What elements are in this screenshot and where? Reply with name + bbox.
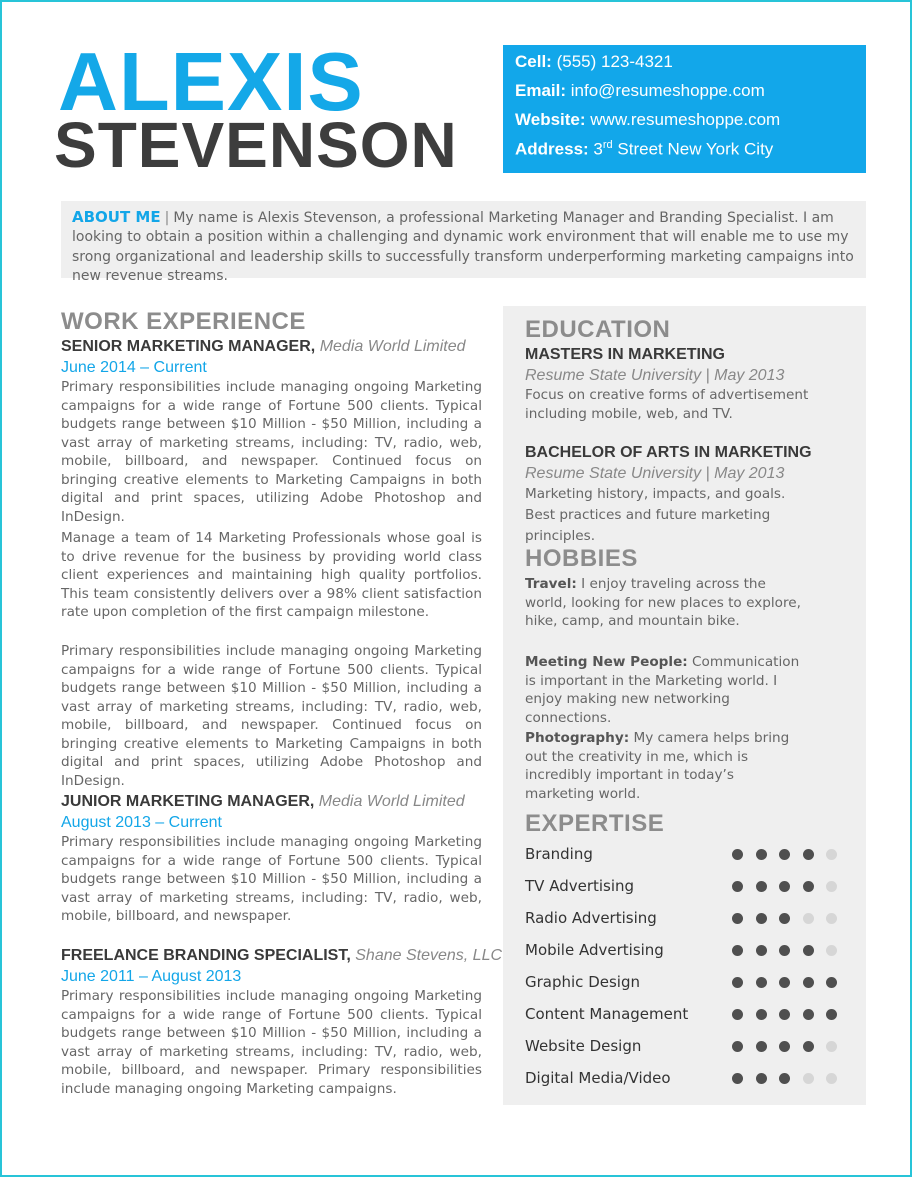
- job-title-text: SENIOR MARKETING MANAGER,: [61, 338, 316, 355]
- rating-dot-filled: [756, 977, 767, 988]
- job-title-1: [61, 338, 466, 356]
- about-separator: |: [164, 210, 170, 226]
- rating-dot-filled: [732, 881, 743, 892]
- rating-dot-filled: [803, 1009, 814, 1020]
- rating-dot-filled: [779, 1041, 790, 1052]
- skill-rating: [732, 913, 842, 925]
- job-3-paragraph-1: Primary responsibilities include managing ongoing Marketing campaigns for a wide range of Fortune 500 clients. Typical budgets range between $10 Million - $50 Million, including a vast array of marketing streams, including: TV, radio, web, mobile, billboard, and newspaper. Primary responsibilities include managing ongoing Marketing campaigns.: [61, 988, 482, 1097]
- contact-cell: [515, 52, 673, 72]
- hobby-text: I enjoy traveling across the world, looking for new places to explore, hike, camp, and mountain bike.: [525, 576, 801, 629]
- skill-name: Mobile Advertising: [525, 941, 664, 959]
- website-value: www.resumeshoppe.com: [590, 110, 781, 129]
- website-label: Website:: [515, 110, 586, 129]
- skill-rating: [732, 1073, 842, 1085]
- rating-dot-filled: [779, 1009, 790, 1020]
- cell-value: (555) 123-4321: [556, 52, 673, 71]
- work-heading: WORK EXPERIENCE: [61, 308, 306, 335]
- address-number: 3: [593, 139, 603, 159]
- rating-dot-filled: [732, 945, 743, 956]
- job-title-text: JUNIOR MARKETING MANAGER,: [61, 793, 315, 810]
- education-desc-2: Marketing history, impacts, and goals. Best practices and future marketing principles.: [525, 486, 786, 544]
- address-street: Street New York City: [612, 139, 774, 159]
- rating-dot-filled: [826, 977, 837, 988]
- rating-dot-filled: [732, 913, 743, 924]
- job-title-2: [61, 793, 465, 811]
- job-2-paragraph-1: Primary responsibilities include managing ongoing Marketing campaigns for a wide range of Fortune 500 clients. Typical budgets range between $10 Million - $50 Million, including a vast array of marketing streams, including: TV, radio, web, mobile, billboard, and newspaper.: [61, 834, 482, 924]
- skill-name: Branding: [525, 845, 593, 863]
- address-label: Address:: [515, 139, 589, 159]
- hobbies-heading: HOBBIES: [525, 545, 638, 572]
- job-company: Shane Stevens, LLC: [355, 947, 503, 964]
- hobby-label: Travel:: [525, 576, 577, 592]
- job-title-3: [61, 947, 502, 965]
- skill-rating: [732, 849, 842, 861]
- rating-dot-filled: [732, 849, 743, 860]
- skill-name: Graphic Design: [525, 973, 640, 991]
- skill-rating: [732, 1009, 842, 1021]
- job-company: Media World Limited: [318, 793, 465, 810]
- hobby-text: My camera helps bring out the creativity in me, which is incredibly important in today’s marketing world.: [525, 730, 790, 802]
- rating-dot-filled: [779, 913, 790, 924]
- rating-dot-filled: [756, 1009, 767, 1020]
- skill-name: Website Design: [525, 1037, 642, 1055]
- about-text: My name is Alexis Stevenson, a professional Marketing Manager and Branding Specialist. I am looking to obtain a position within a challenging and dynamic work environment that will enable me to use my srong organizational and leadership skills to successfully transform underperforming marketing campaigns into new revenue streams.: [72, 210, 854, 284]
- rating-dot-filled: [732, 1041, 743, 1052]
- skill-rating: [732, 945, 842, 957]
- rating-dot-filled: [803, 977, 814, 988]
- rating-dot-filled: [826, 1009, 837, 1020]
- job-1-paragraph-2: Manage a team of 14 Marketing Professionals whose goal is to drive revenue for the business by providing world class client experiences and maintaining high quality portfolios. This team consistently delivers over a 98% client satisfaction rate upon completion of the first campaign milestone.: [61, 530, 482, 620]
- expertise-heading: EXPERTISE: [525, 810, 665, 837]
- cell-label: Cell:: [515, 52, 552, 71]
- job-dates-2: August 2013 – Current: [61, 814, 222, 831]
- rating-dot-empty: [803, 913, 814, 924]
- rating-dot-empty: [826, 1041, 837, 1052]
- contact-address: [515, 139, 773, 160]
- rating-dot-empty: [826, 849, 837, 860]
- skill-rating: [732, 977, 842, 989]
- job-dates-3: June 2011 – August 2013: [61, 968, 242, 985]
- contact-email: [515, 81, 765, 101]
- skill-name: Radio Advertising: [525, 909, 657, 927]
- skill-name: TV Advertising: [525, 877, 635, 895]
- rating-dot-filled: [803, 1041, 814, 1052]
- first-name: ALEXIS: [58, 35, 364, 128]
- education-heading: EDUCATION: [525, 316, 671, 343]
- rating-dot-filled: [756, 1041, 767, 1052]
- hobby-label: Meeting New People:: [525, 654, 688, 670]
- rating-dot-filled: [779, 881, 790, 892]
- rating-dot-filled: [756, 913, 767, 924]
- job-dates-1: June 2014 – Current: [61, 359, 207, 376]
- about-label: ABOUT ME: [72, 208, 161, 226]
- education-school-1: Resume State University | May 2013: [525, 367, 785, 384]
- rating-dot-filled: [732, 1073, 743, 1084]
- email-label: Email:: [515, 81, 567, 100]
- education-degree-2: BACHELOR OF ARTS IN MARKETING: [525, 444, 812, 461]
- rating-dot-filled: [803, 849, 814, 860]
- skill-name: Content Management: [525, 1005, 689, 1023]
- rating-dot-filled: [779, 849, 790, 860]
- last-name: STEVENSON: [54, 109, 458, 181]
- about-text-block: [61, 201, 866, 286]
- hobby-text: Communication is important in the Marketing world. I enjoy making new networking connections.: [525, 654, 800, 726]
- rating-dot-filled: [803, 881, 814, 892]
- hobby-travel: [525, 575, 805, 631]
- rating-dot-empty: [826, 881, 837, 892]
- rating-dot-filled: [779, 945, 790, 956]
- address-suffix: rd: [602, 139, 613, 151]
- rating-dot-filled: [732, 977, 743, 988]
- skill-rating: [732, 1041, 842, 1053]
- rating-dot-empty: [803, 1073, 814, 1084]
- about-section: [61, 201, 866, 284]
- rating-dot-filled: [756, 945, 767, 956]
- job-title-text: FREELANCE BRANDING SPECIALIST,: [61, 947, 351, 964]
- rating-dot-filled: [779, 1073, 790, 1084]
- education-school-2: Resume State University | May 2013: [525, 465, 785, 482]
- rating-dot-filled: [732, 1009, 743, 1020]
- contact-website: [515, 110, 780, 130]
- education-degree-1: MASTERS IN MARKETING: [525, 346, 725, 363]
- rating-dot-filled: [803, 945, 814, 956]
- hobby-meeting-people: [525, 653, 805, 727]
- rating-dot-empty: [826, 913, 837, 924]
- rating-dot-filled: [779, 977, 790, 988]
- expertise-list: [525, 845, 845, 1101]
- rating-dot-filled: [756, 881, 767, 892]
- job-1-paragraph-3: Primary responsibilities include managing ongoing Marketing campaigns for a wide range of Fortune 500 clients. Typical budgets range between $10 Million - $50 Million, including a vast array of marketing streams, including: TV, radio, web, mobile, billboard, and newspaper. Continued focus on bringing creative elements to Marketing Campaigns in both digital and print spaces, utilizing Adobe Photoshop and InDesign.: [61, 643, 482, 789]
- rating-dot-empty: [826, 1073, 837, 1084]
- skill-name: Digital Media/Video: [525, 1069, 671, 1087]
- email-value: info@resumeshoppe.com: [570, 81, 765, 100]
- contact-box: [503, 45, 866, 173]
- rating-dot-filled: [756, 1073, 767, 1084]
- education-desc-1: Focus on creative forms of advertisement including mobile, web, and TV.: [525, 387, 809, 422]
- skill-rating: [732, 881, 842, 893]
- job-1-paragraph-1: Primary responsibilities include managing ongoing Marketing campaigns for a wide range of Fortune 500 clients. Typical budgets range between $10 Million - $50 Million, including a vast array of marketing streams, including: TV, radio, web, mobile, billboard, and newspaper. Continued focus on bringing creative elements to Marketing Campaigns in both digital and print spaces, utilizing Adobe Photoshop and InDesign.: [61, 379, 482, 525]
- hobby-photography: [525, 729, 805, 803]
- job-company: Media World Limited: [319, 338, 466, 355]
- hobby-label: Photography:: [525, 730, 630, 746]
- rating-dot-empty: [826, 945, 837, 956]
- rating-dot-filled: [756, 849, 767, 860]
